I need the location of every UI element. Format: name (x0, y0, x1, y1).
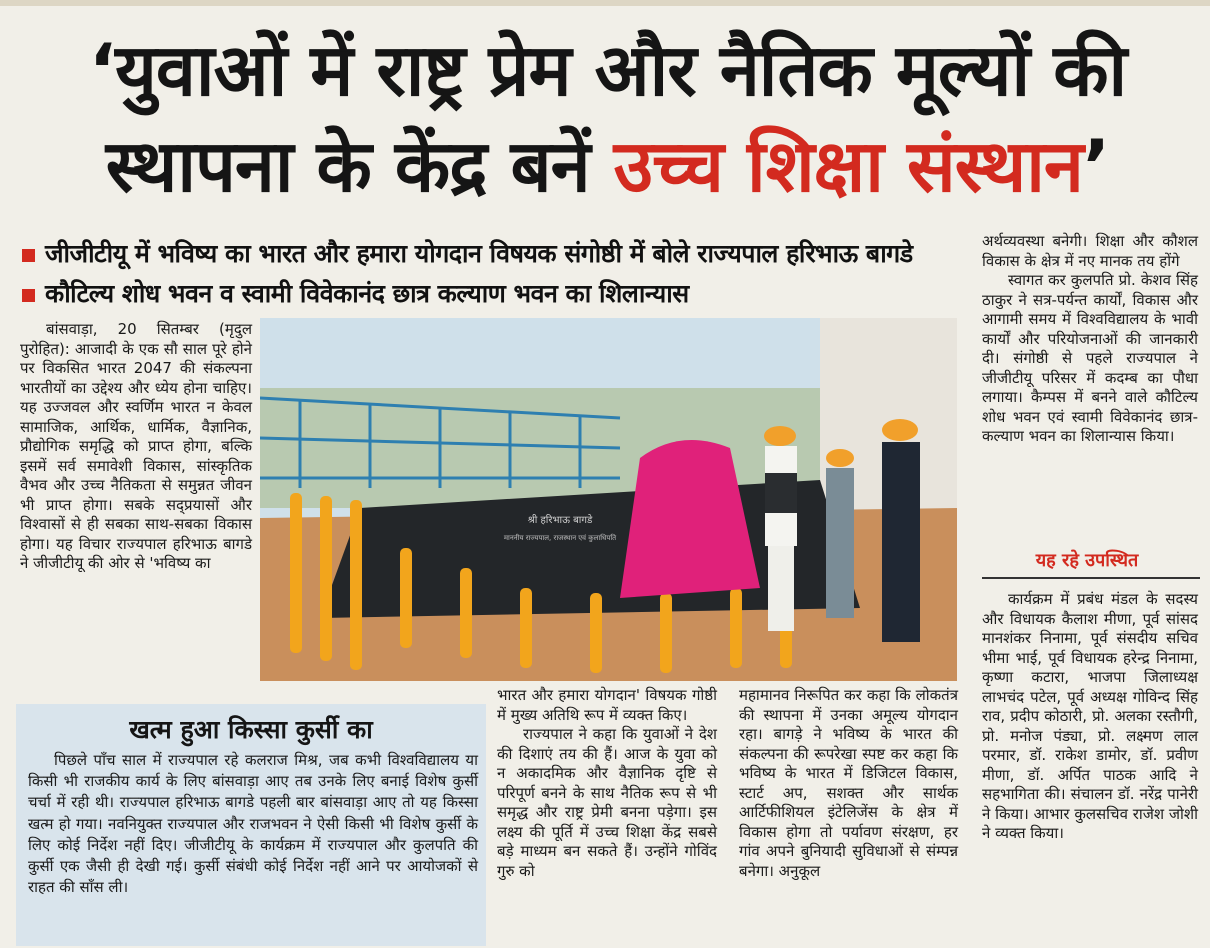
bullet-square-icon (22, 289, 35, 302)
attendees-column (982, 590, 1198, 844)
headline-line-2-black: स्थापना के केंद्र बनें (105, 124, 614, 208)
dignitaries (764, 419, 920, 642)
bullet-square-icon (22, 249, 35, 262)
sidebar-box (16, 704, 486, 946)
sidebar-box-title: खत्म हुआ किस्सा कुर्सी का (129, 715, 373, 744)
headline-closing-quote: ’ (1082, 124, 1110, 208)
plaque-name: श्री हरिभाऊ बागडे (527, 515, 593, 526)
section-divider (982, 577, 1200, 579)
event-photo-illustration (260, 318, 957, 681)
article-column-3 (739, 686, 958, 881)
headline-line-1: ‘युवाओं में राष्ट्र प्रेम और नैतिक मूल्यों की (88, 28, 1127, 112)
subhead-2-text: कौटिल्य शोध भवन व स्वामी विवेकानंद छात्र कल्याण भवन का शिलान्यास (45, 279, 689, 308)
sidebar-box-text: पिछले पाँच साल में राज्यपाल रहे कलराज मिश्र, जब कभी विश्वविद्यालय या किसी भी राजकीय कार्य के लिए बांसवाड़ा आए तब उनके लिए बनाई विशेष कुर्सी चर्चा में रही थी। राज्यपाल हरिभाऊ बागडे पहली बार बांसवाड़ा आए तो यह किस्सा खत्म हो गया। नवनियुक्त राज्यपाल और राजभवन ने ऐसी किसी भी विशेष कुर्सी के लिए कोई निर्देश नहीं दिए। जीजीटीयू के कार्यक्रम में राज्यपाल और कुलपति की कुर्सी एक जैसी ही देखी गई। कुर्सी संबंधी कोई निर्देश नहीं आने पर आयोजकों से राहत की साँस ली। (28, 751, 478, 897)
event-photo (260, 318, 957, 681)
present-section-title: यह रहे उपस्थित (1035, 550, 1139, 571)
col2-paragraph-1: भारत और हमारा योगदान' विषयक गोष्ठी में मुख्य अतिथि रूप में व्यक्त किए। (497, 686, 717, 724)
article-column-4 (982, 232, 1198, 447)
headline (20, 22, 1195, 214)
col4-paragraph-2: स्वागत कर कुलपति प्रो. केशव सिंह ठाकुर ने सत्र-पर्यन्त कार्यों, विकास और आगामी समय में विश्वविद्यालय के भावी कार्यों और परियोजनाओं की जानकारी दी। संगोष्ठी से पहले राज्यपाल ने जीजीटीयू परिसर में कदम्ब का पौधा लगाया। कैम्पस में बनने वाले कौटिल्य शोध भवन एवं स्वामी विवेकानंद छात्र-कल्याण भवन का शिलान्यास किया। (982, 271, 1198, 445)
article-intro-paragraph: बांसवाड़ा, 20 सितम्बर (मृदुल पुरोहित): आजादी के एक सौ साल पूरे होने पर विकसित भारत 2047 की संकल्पना भारतीयों का उद्देश्य और ध्येय होना चाहिए। यह उज्जवल और स्वर्णिम भारत न केवल सामाजिक, आर्थिक, धार्मिक, वैज्ञानिक, प्रौद्योगिक समृद्धि को प्राप्त होगा, बल्कि इसमें सर्व समावेशी विकास, सांस्कृतिक वैभव और उच्च नैतिकता से समुन्नत जीवन भी प्राप्त होगा। सबके सद्प्रयासों और विश्वासों से ही सबका साथ-सबका विकास होगा। यह विचार राज्यपाल हरिभाऊ बागडे ने जीजीटीयू की ओर से 'भविष्य का (20, 320, 252, 572)
subhead-2 (22, 276, 967, 310)
subhead-1 (22, 236, 967, 270)
article-column-1 (20, 320, 252, 574)
headline-line-2-red: उच्च शिक्षा संस्थान (613, 124, 1083, 208)
attendees-paragraph: कार्यक्रम में प्रबंध मंडल के सदस्य और विधायक कैलाश मीणा, पूर्व सांसद मानशंकर निनामा, पूर्व संसदीय सचिव भीमा भाई, पूर्व विधायक हरेन्द्र निनामा, कृष्णा कटारा, भाजपा जिलाध्यक्ष लाभचंद पटेल, पूर्व अध्यक्ष गोविन्द सिंह राव, प्रदीप कोठारी, प्रो. अलका रस्तौगी, प्रो. मनोज पंड्या, प्रो. लक्ष्मण लाल परमार, डॉ. राकेश डामोर, डॉ. प्रवीण मीणा, डॉ. अर्पित पाठक आदि ने सहभागिता की। संचालन डॉ. नरेंद्र पानेरी ने किया। आभार कुलसचिव राजेश जोशी ने व्यक्त किया। (982, 590, 1198, 842)
subhead-1-text: जीजीटीयू में भविष्य का भारत और हमारा योगदान विषयक संगोष्ठी में बोले राज्यपाल हरिभाऊ बागडे (45, 239, 913, 268)
top-strip (0, 0, 1210, 6)
col2-paragraph-2: राज्यपाल ने कहा कि युवाओं ने देश की दिशाएं तय की हैं। आज के युवा को न अकादमिक और वैज्ञानिक दृष्टि से परिपूर्ण बनने के साथ नैतिक रूप से भी समृद्ध और राष्ट्र प्रेमी बनना पड़ेगा। इस लक्ष्य की पूर्ति में उच्च शिक्षा केंद्र सबसे बड़े माध्यम बन सकते हैं। उन्होंने गोविंद गुरु को (497, 725, 717, 880)
col4-paragraph-1: अर्थव्यवस्था बनेगी। शिक्षा और कौशल विकास के क्षेत्र में नए मानक तय होंगे (982, 232, 1198, 270)
col3-paragraph: महामानव निरूपित कर कहा कि लोकतंत्र की स्थापना में उनका अमूल्य योगदान रहा। बागड़े ने भविष्य के भारत की संकल्पना की रूपरेखा स्पष्ट कर कहा कि भविष्य के भारत में डिजिटल विकास, स्टार्ट अप, सशक्त और सार्थक आर्टिफीशियल इंटेलिजेंस के क्षेत्र में विकास होगा तो पर्यावण संरक्षण, हर गांव अपने बुनियादी सुविधाओं से संम्पन्न बनेगा। अनुकूल (739, 686, 958, 880)
headline-line-2 (20, 118, 1195, 214)
plaque-designation: माननीय राज्यपाल, राजस्थान एवं कुलाधिपति (503, 534, 617, 542)
article-column-2 (497, 686, 717, 881)
